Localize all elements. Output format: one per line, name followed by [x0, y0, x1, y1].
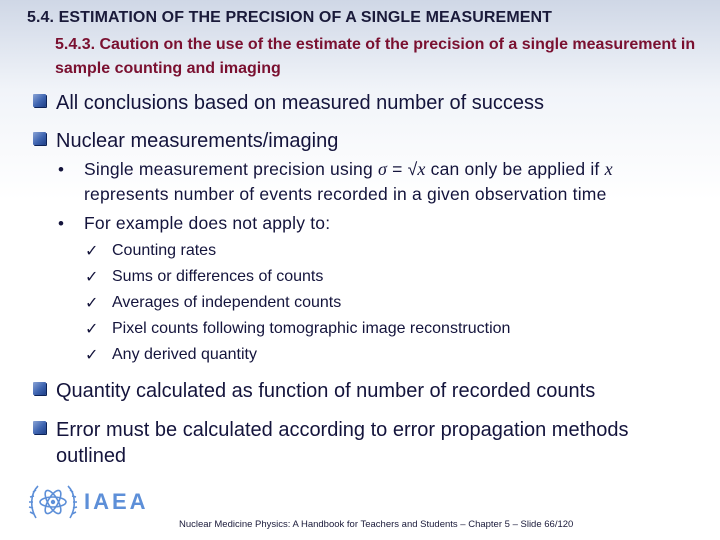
sigma-symbol: σ: [377, 159, 388, 179]
bullet-item: [33, 90, 544, 116]
square-bullet-icon: [33, 94, 46, 107]
check-text: Pixel counts following tomographic image reconstruction: [112, 320, 511, 337]
check-icon: ✓: [85, 293, 99, 312]
bullet-text: All conclusions based on measured number of success: [56, 92, 545, 114]
check-text: Sums or differences of counts: [112, 268, 324, 285]
check-text: Counting rates: [112, 242, 217, 259]
sub-bullet-text: For example does not apply to:: [84, 213, 331, 233]
check-icon: ✓: [85, 345, 99, 364]
check-text: Averages of independent counts: [112, 294, 342, 311]
square-bullet-icon: [33, 421, 46, 434]
check-item: [85, 316, 510, 342]
slide-header: [0, 0, 720, 84]
slide-title: 5.4. ESTIMATION OF THE PRECISION OF A SINGLE MEASUREMENT: [27, 9, 553, 26]
slide-subtitle: 5.4.3. Caution on the use of the estimate of the precision of a single measurement in sample counting and imaging: [55, 36, 696, 77]
check-text: Any derived quantity: [112, 346, 257, 363]
dot-bullet-icon: •: [58, 214, 64, 233]
check-item: [85, 264, 323, 290]
iaea-logo: [28, 478, 149, 526]
sub-bullet-item: [58, 157, 689, 207]
bullet-text: Error must be calculated according to error propagation methods outlined: [56, 419, 629, 467]
bullet-text: Nuclear measurements/imaging: [56, 130, 339, 152]
bullet-item: [33, 378, 595, 404]
check-item: [85, 342, 257, 368]
footer-text: Nuclear Medicine Physics: A Handbook for Teachers and Students – Chapter 5 – Slide 66/120: [179, 519, 574, 530]
check-item: [85, 290, 341, 316]
bullet-text: Quantity calculated as function of number of recorded counts: [56, 380, 596, 402]
dot-bullet-icon: •: [58, 160, 64, 179]
sub-bullet-item: [58, 211, 689, 236]
bullet-item: [33, 417, 696, 469]
sub-bullet-text: Single measurement precision using σ = √x can only be applied if x represents number of events recorded in a given observation time: [84, 159, 613, 204]
check-icon: ✓: [85, 267, 99, 286]
check-icon: ✓: [85, 319, 99, 338]
logo-text: IAEA: [84, 489, 149, 514]
iaea-atom-olive-icon: [28, 478, 78, 526]
square-bullet-icon: [33, 132, 46, 145]
bullet-item: [33, 128, 338, 154]
square-bullet-icon: [33, 382, 46, 395]
check-item: [85, 238, 216, 264]
check-icon: ✓: [85, 241, 99, 260]
